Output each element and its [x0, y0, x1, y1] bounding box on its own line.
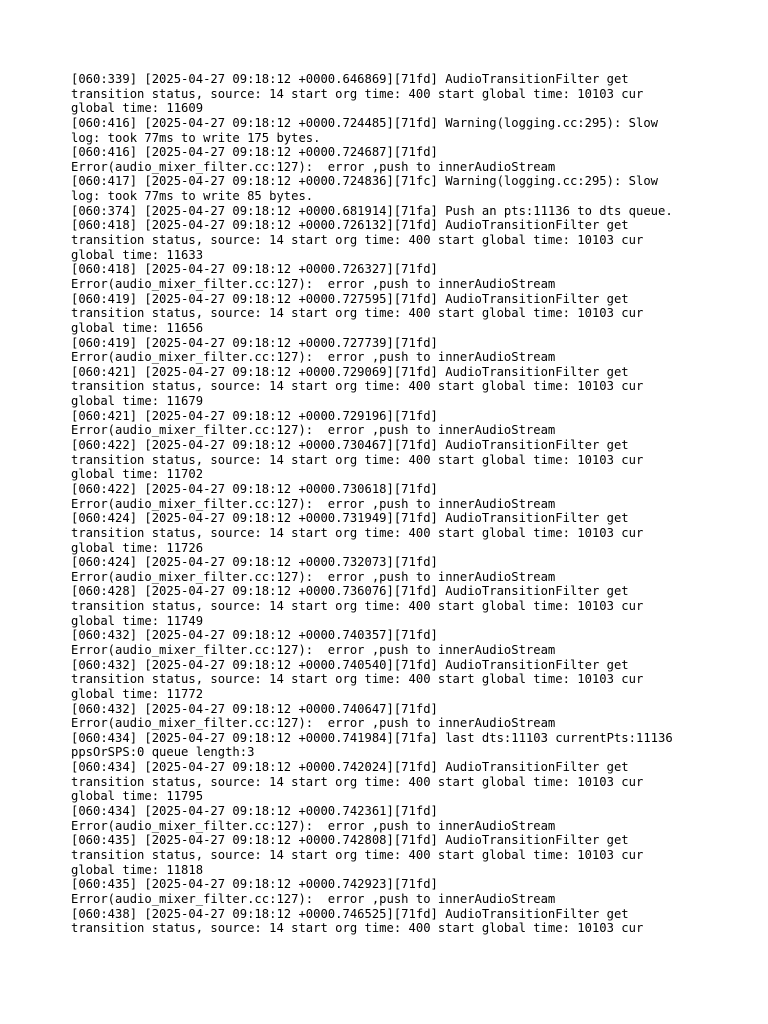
- log-line: transition status, source: 14 start org time: 400 start global time: 10103 cur: [71, 599, 644, 614]
- log-line: global time: 11726: [71, 540, 204, 555]
- log-line: [060:435] [2025-04-27 09:18:12 +0000.742923][71fd]: [71, 877, 438, 892]
- log-line: Error(audio_mixer_filter.cc:127): error ,push to innerAudioStream: [71, 716, 556, 731]
- log-line: global time: 11795: [71, 789, 204, 804]
- log-line: log: took 77ms to write 175 bytes.: [71, 130, 321, 145]
- log-line: [060:339] [2025-04-27 09:18:12 +0000.646869][71fd] AudioTransitionFilter get: [71, 72, 629, 86]
- log-line: [060:428] [2025-04-27 09:18:12 +0000.736076][71fd] AudioTransitionFilter get: [71, 584, 629, 599]
- log-line: transition status, source: 14 start org time: 400 start global time: 10103 cur: [71, 847, 644, 862]
- log-line: [060:438] [2025-04-27 09:18:12 +0000.746525][71fd] AudioTransitionFilter get: [71, 906, 629, 921]
- log-line: Error(audio_mixer_filter.cc:127): error ,push to innerAudioStream: [71, 818, 556, 833]
- log-line: log: took 77ms to write 85 bytes.: [71, 189, 314, 204]
- log-line: transition status, source: 14 start org time: 400 start global time: 10103 cur: [71, 452, 644, 467]
- log-line: Error(audio_mixer_filter.cc:127): error ,push to innerAudioStream: [71, 423, 556, 438]
- log-line: Error(audio_mixer_filter.cc:127): error ,push to innerAudioStream: [71, 891, 556, 906]
- log-line: [060:421] [2025-04-27 09:18:12 +0000.729196][71fd]: [71, 408, 438, 423]
- log-line: transition status, source: 14 start org time: 400 start global time: 10103 cur: [71, 233, 644, 248]
- log-line: transition status, source: 14 start org time: 400 start global time: 10103 cur: [71, 921, 644, 936]
- log-line: [060:419] [2025-04-27 09:18:12 +0000.727595][71fd] AudioTransitionFilter get: [71, 291, 629, 306]
- log-line: [060:419] [2025-04-27 09:18:12 +0000.727739][71fd]: [71, 335, 438, 350]
- log-line: [060:424] [2025-04-27 09:18:12 +0000.731949][71fd] AudioTransitionFilter get: [71, 511, 629, 526]
- log-line: global time: 11772: [71, 686, 204, 701]
- log-line: [060:374] [2025-04-27 09:18:12 +0000.681914][71fa] Push an pts:11136 to dts queue.: [71, 203, 673, 218]
- log-line: [060:417] [2025-04-27 09:18:12 +0000.724836][71fc] Warning(logging.cc:295): Slow: [71, 174, 658, 189]
- log-line: global time: 11679: [71, 394, 204, 409]
- log-line: [060:434] [2025-04-27 09:18:12 +0000.741984][71fa] last dts:11103 currentPts:11136: [71, 730, 673, 745]
- log-line: [060:418] [2025-04-27 09:18:12 +0000.726132][71fd] AudioTransitionFilter get: [71, 218, 629, 233]
- log-line: global time: 11633: [71, 247, 204, 262]
- log-line: [060:432] [2025-04-27 09:18:12 +0000.740647][71fd]: [71, 701, 438, 716]
- log-line: [060:434] [2025-04-27 09:18:12 +0000.742361][71fd]: [71, 804, 438, 819]
- log-line: [060:422] [2025-04-27 09:18:12 +0000.730467][71fd] AudioTransitionFilter get: [71, 438, 629, 453]
- log-line: transition status, source: 14 start org time: 400 start global time: 10103 cur: [71, 306, 644, 321]
- log-line: [060:416] [2025-04-27 09:18:12 +0000.724485][71fd] Warning(logging.cc:295): Slow: [71, 115, 658, 130]
- log-line: global time: 11702: [71, 467, 204, 482]
- log-line: [060:432] [2025-04-27 09:18:12 +0000.740357][71fd]: [71, 628, 438, 643]
- log-line: ppsOrSPS:0 queue length:3: [71, 745, 255, 760]
- log-line: global time: 11749: [71, 613, 204, 628]
- log-line: global time: 11656: [71, 320, 204, 335]
- log-line: [060:416] [2025-04-27 09:18:12 +0000.724687][71fd]: [71, 145, 438, 160]
- log-line: Error(audio_mixer_filter.cc:127): error ,push to innerAudioStream: [71, 642, 556, 657]
- log-line: Error(audio_mixer_filter.cc:127): error ,push to innerAudioStream: [71, 159, 556, 174]
- log-line: global time: 11609: [71, 101, 204, 116]
- log-line: [060:435] [2025-04-27 09:18:12 +0000.742808][71fd] AudioTransitionFilter get: [71, 833, 629, 848]
- log-line: [060:434] [2025-04-27 09:18:12 +0000.742024][71fd] AudioTransitionFilter get: [71, 760, 629, 775]
- log-line: transition status, source: 14 start org time: 400 start global time: 10103 cur: [71, 379, 644, 394]
- log-document: [71, 72, 711, 936]
- log-line: transition status, source: 14 start org time: 400 start global time: 10103 cur: [71, 672, 644, 687]
- log-line: [060:432] [2025-04-27 09:18:12 +0000.740540][71fd] AudioTransitionFilter get: [71, 657, 629, 672]
- log-line: Error(audio_mixer_filter.cc:127): error ,push to innerAudioStream: [71, 569, 556, 584]
- log-line: [060:421] [2025-04-27 09:18:12 +0000.729069][71fd] AudioTransitionFilter get: [71, 364, 629, 379]
- log-line: [060:424] [2025-04-27 09:18:12 +0000.732073][71fd]: [71, 555, 438, 570]
- log-line: Error(audio_mixer_filter.cc:127): error ,push to innerAudioStream: [71, 276, 556, 291]
- log-line: global time: 11818: [71, 862, 204, 877]
- log-line: transition status, source: 14 start org time: 400 start global time: 10103 cur: [71, 86, 644, 101]
- log-line: Error(audio_mixer_filter.cc:127): error ,push to innerAudioStream: [71, 350, 556, 365]
- log-line: [060:422] [2025-04-27 09:18:12 +0000.730618][71fd]: [71, 481, 438, 496]
- log-line: Error(audio_mixer_filter.cc:127): error ,push to innerAudioStream: [71, 496, 556, 511]
- log-line: [060:418] [2025-04-27 09:18:12 +0000.726327][71fd]: [71, 262, 438, 277]
- log-line: transition status, source: 14 start org time: 400 start global time: 10103 cur: [71, 774, 644, 789]
- log-line: transition status, source: 14 start org time: 400 start global time: 10103 cur: [71, 525, 644, 540]
